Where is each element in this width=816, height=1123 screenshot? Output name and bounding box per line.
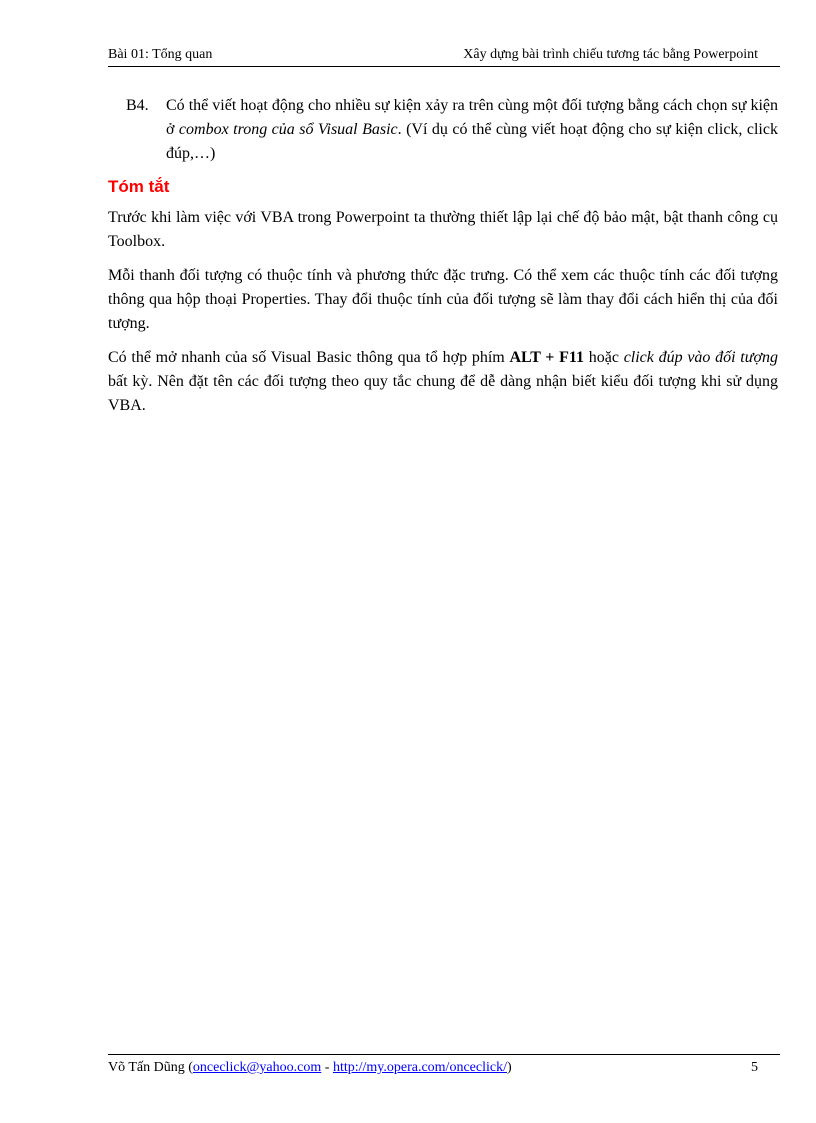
footer-author: Võ Tấn Dũng ( [108, 1060, 193, 1075]
summary-heading: Tóm tắt [108, 177, 170, 196]
summary-paragraph-3 [108, 346, 778, 418]
page-header [108, 46, 780, 67]
step-text-italic: combox trong của sổ Visual Basic [178, 121, 398, 138]
p3-shortcut: ALT + F11 [509, 349, 585, 366]
footer-url-link[interactable]: http://my.opera.com/onceclick/ [332, 1060, 507, 1075]
footer-close: ) [506, 1060, 512, 1075]
step-text-2: . (Ví dụ có thể cùng viết hoạt động cho sự kiện click, click đúp,…) [166, 121, 778, 162]
p3-text-c: bất kỳ. Nên đặt tên các đối tượng theo quy tắc chung để dễ dàng nhận biết kiểu đối tượng khi sử dụng VBA. [108, 373, 778, 414]
summary-paragraph-2: Mỗi thanh đối tượng có thuộc tính và phương thức đặc trưng. Có thể xem các thuộc tính các đối tượng thông qua hộp thoại Properties. Thay đổi thuộc tính của đối tượng sẽ làm thay đổi cách hiển thị của đối tượng. [108, 267, 778, 332]
document-body [108, 94, 778, 428]
step-number: B4. [126, 97, 149, 114]
header-title: Xây dựng bài trình chiếu tương tác bằng Powerpoint [463, 47, 758, 62]
step-b4 [108, 94, 778, 166]
p3-text-b: hoặc [584, 349, 624, 366]
p3-text-a: Có thể mở nhanh của số Visual Basic thông qua tổ hợp phím [108, 349, 510, 366]
p3-italic: click đúp vào đối tượng [623, 349, 779, 366]
summary-paragraph-1: Trước khi làm việc với VBA trong Powerpoint ta thường thiết lập lại chế độ bảo mật, bật thanh công cụ Toolbox. [108, 209, 778, 250]
page-number: 5 [751, 1060, 758, 1075]
page-footer [108, 1054, 780, 1077]
footer-email-link[interactable]: onceclick@yahoo.com [192, 1060, 322, 1075]
step-text-1: Có thể viết hoạt động cho nhiều sự kiện xảy ra trên cùng một đối tượng bằng cách chọn sự kiện ở [166, 97, 778, 138]
header-chapter: Bài 01: Tổng quan [108, 47, 213, 62]
footer-separator: - [321, 1060, 333, 1075]
